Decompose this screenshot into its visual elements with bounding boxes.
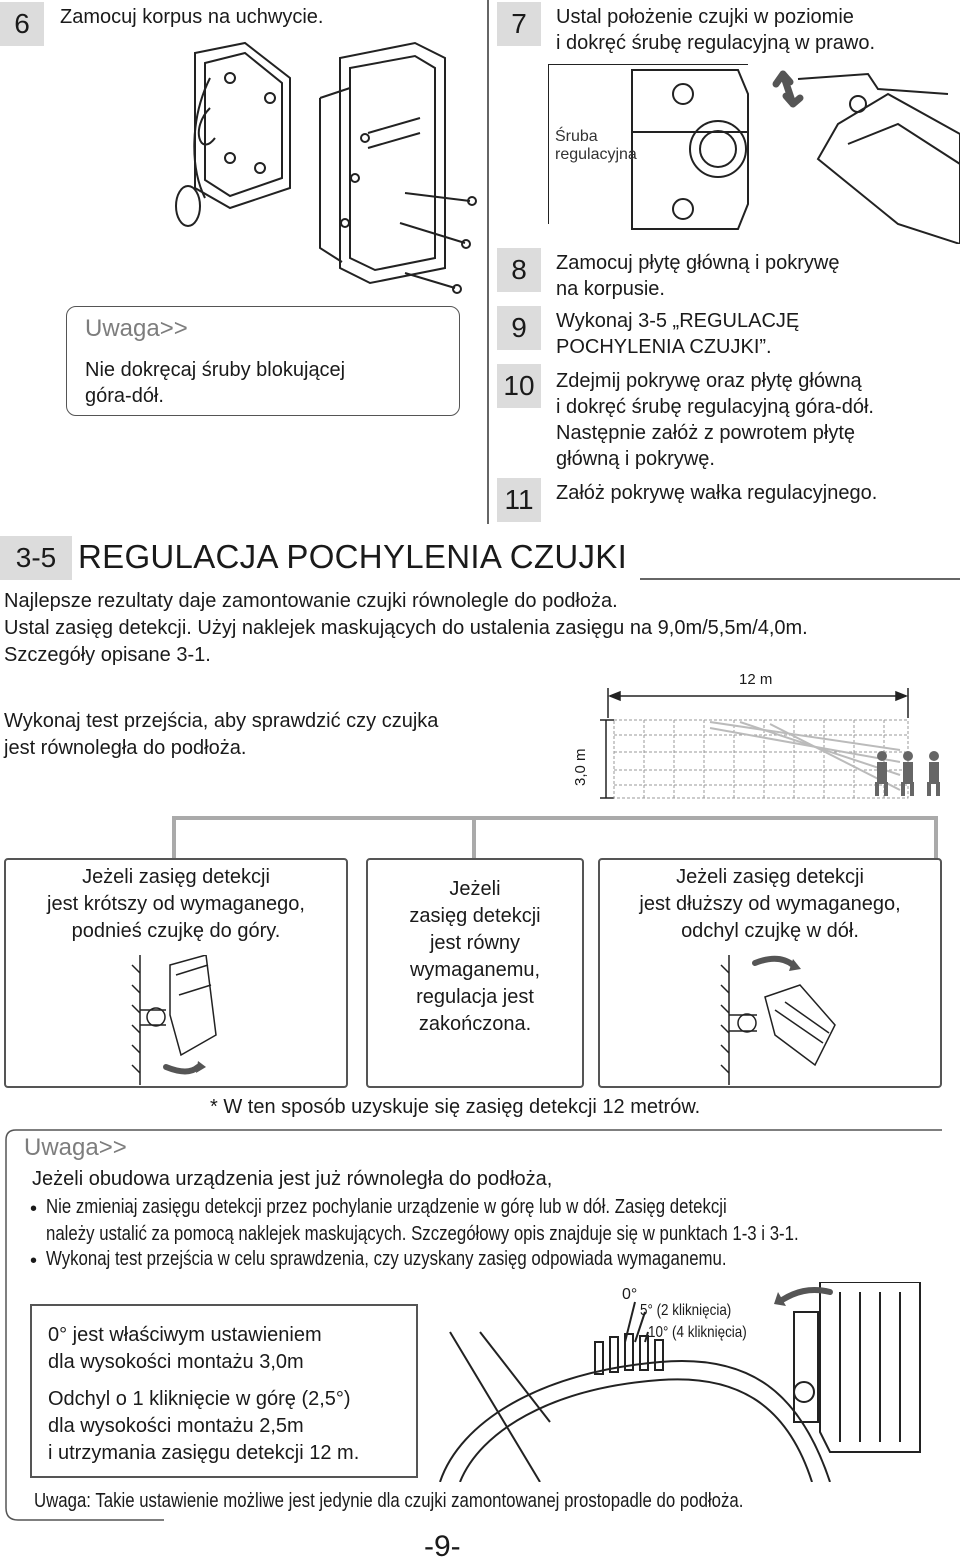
outcome-shorter-line-2: jest krótszy od wymaganego, <box>47 893 305 915</box>
step-9-number: 9 <box>497 306 541 350</box>
outcome-equal-line-4: wymaganemu, <box>409 959 541 981</box>
outcome-equal-line-3: jest równy <box>429 932 521 954</box>
angle-10-label: 10° (4 kliknięcia) <box>648 1324 747 1341</box>
bullet-1-line-1: Nie zmieniaj zasięgu detekcji przez pochylanie urządzenie w górę lub w dół. Zasięg detekcji <box>46 1196 727 1218</box>
page-number: -9- <box>424 1530 461 1562</box>
warning-line-2: góra-dół. <box>85 385 164 407</box>
step-9-line-1: Wykonaj 3-5 „REGULACJĘ <box>556 310 800 332</box>
step-8-number: 8 <box>497 248 541 292</box>
step-7-line-1: Ustal położenie czujki w poziomie <box>556 6 854 28</box>
intro-line-3: Szczegóły opisane 3-1. <box>4 644 211 666</box>
outcome-shorter-line-3: podnieś czujkę do góry. <box>71 920 281 942</box>
setting-b-line-2: dla wysokości montażu 2,5m <box>48 1415 304 1437</box>
setting-a-line-1: 0° jest właściwym ustawieniem <box>48 1324 322 1346</box>
section-title: REGULACJA POCHYLENIA CZUJKI <box>78 538 628 575</box>
outcome-shorter-line-1: Jeżeli zasięg detekcji <box>82 866 270 888</box>
step-10-line-3: Następnie załóż z powrotem płytę <box>556 422 856 444</box>
step-9-line-2: POCHYLENIA CZUJKI”. <box>556 336 772 358</box>
step-10-line-4: główną i pokrywę. <box>556 448 715 470</box>
step-10-line-2: i dokręć śrubę regulacyjną góra-dół. <box>556 396 874 418</box>
walktest-line-1: Wykonaj test przejścia, aby sprawdzić czy czujka <box>4 710 439 732</box>
angle-5-label: 5° (2 kliknięcia) <box>640 1302 732 1319</box>
step-10-line-1: Zdejmij pokrywę oraz płytę główną <box>556 370 862 392</box>
warning-2-note: Uwaga: Takie ustawienie możliwe jest jedynie dla czujki zamontowanej prostopadle do podłoża. <box>34 1490 744 1512</box>
outcome-box-equal <box>366 858 584 1088</box>
step-8-line-1: Zamocuj płytę główną i pokrywę <box>556 252 840 274</box>
bullet-1-line-2: należy ustalić za pomocą naklejek maskujących. Szczegółowy opis znajduje się w punktach 1-3 i 3-1. <box>46 1223 799 1245</box>
settings-box <box>30 1304 418 1478</box>
step-8-line-2: na korpusie. <box>556 278 665 300</box>
step-6-text: Zamocuj korpus na uchwycie. <box>60 6 324 28</box>
warning-2-title: Uwaga>> <box>24 1134 127 1161</box>
warning-2-intro: Jeżeli obudowa urządzenia jest już równoległa do podłoża, <box>32 1168 553 1190</box>
outcome-box-longer <box>598 858 942 1088</box>
intro-line-2: Ustal zasięg detekcji. Użyj naklejek maskujących do ustalenia zasięgu na 9,0m/5,5m/4,0m. <box>4 617 808 639</box>
warning-box <box>66 306 460 416</box>
setting-a-line-2: dla wysokości montażu 3,0m <box>48 1351 304 1373</box>
outcome-equal-line-2: zasięg detekcji <box>409 905 541 927</box>
tilt-down-illustration <box>705 955 845 1085</box>
outcome-longer-line-1: Jeżeli zasięg detekcji <box>676 866 864 888</box>
outcome-longer-line-2: jest dłuższy od wymaganego, <box>639 893 901 915</box>
adjust-screw-label-2: regulacyjna <box>555 146 637 163</box>
bullet-2-marker: • <box>30 1250 38 1272</box>
column-divider <box>487 0 489 524</box>
adjust-screw-label-1: Śruba <box>555 128 598 145</box>
intro-line-1: Najlepsze rezultaty daje zamontowanie czujki równolegle do podłoża. <box>4 590 618 612</box>
bullet-2-line: Wykonaj test przejścia w celu sprawdzenia, czy uzyskany zasięg odpowiada wymaganemu. <box>46 1248 727 1270</box>
tilt-up-illustration <box>126 955 236 1085</box>
bullet-1-marker: • <box>30 1198 38 1220</box>
step-11-text: Załóż pokrywę wałka regulacyjnego. <box>556 482 878 504</box>
mounting-illustration <box>170 38 480 300</box>
detection-range-diagram <box>570 680 960 820</box>
step-7-line-2: i dokręć śrubę regulacyjną w prawo. <box>556 32 876 54</box>
step-10-number: 10 <box>497 364 541 408</box>
step-11-number: 11 <box>497 478 541 522</box>
walktest-line-2: jest równoległa do podłoża. <box>4 737 247 759</box>
angle-0-label: 0° <box>622 1286 638 1303</box>
outcome-equal-line-1: Jeżeli <box>449 878 501 900</box>
warning-line-1: Nie dokręcaj śruby blokującej <box>85 359 346 381</box>
step-6-number: 6 <box>0 2 44 46</box>
section-number: 3-5 <box>0 536 72 580</box>
setting-b-line-1: Odchyl o 1 kliknięcie w górę (2,5°) <box>48 1388 351 1410</box>
outcome-connectors <box>170 808 940 864</box>
outcome-longer-line-3: odchyl czujkę w dół. <box>681 920 859 942</box>
outcome-equal-line-6: zakończona. <box>418 1013 532 1035</box>
setting-b-line-3: i utrzymania zasięgu detekcji 12 m. <box>48 1442 360 1464</box>
warning-title: Uwaga>> <box>85 315 188 342</box>
outcome-box-shorter <box>4 858 348 1088</box>
section-rule <box>640 578 960 580</box>
outcome-equal-line-5: regulacja jest <box>416 986 534 1008</box>
step-7-number: 7 <box>497 2 541 46</box>
distance-label: 12 m <box>736 671 775 688</box>
footnote: * W ten sposób uzyskuje się zasięg detekcji 12 metrów. <box>210 1096 701 1118</box>
height-label: 3,0 m <box>572 748 589 786</box>
